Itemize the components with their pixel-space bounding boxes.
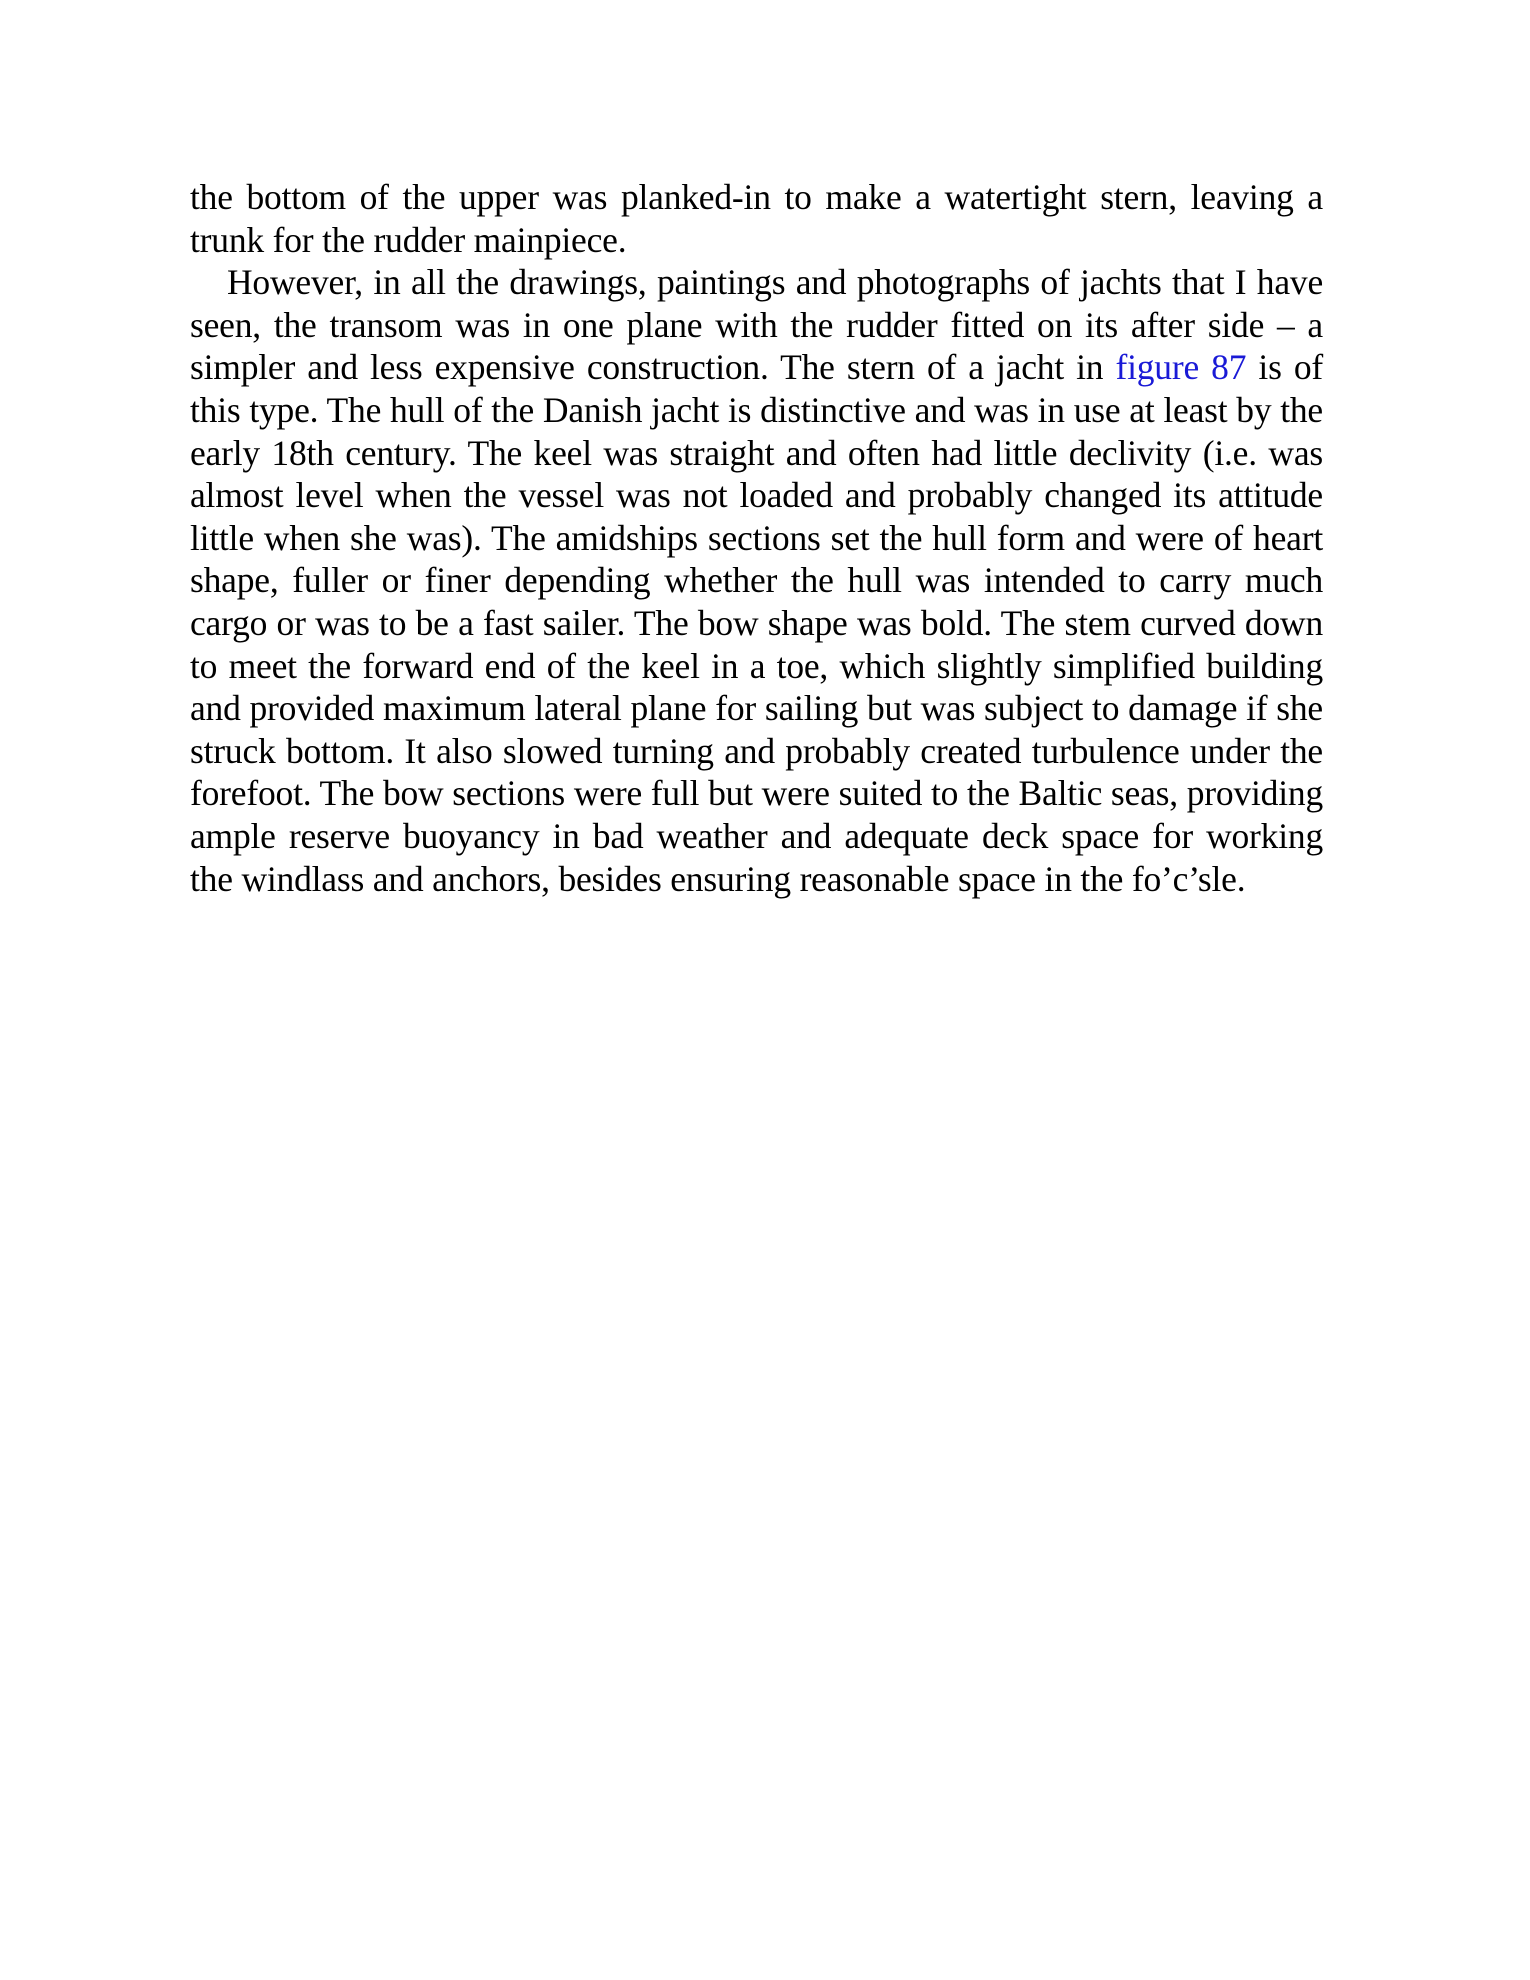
document-page [190, 176, 1323, 900]
paragraph-danish-jacht [190, 261, 1323, 900]
paragraph-text-before-link: However, in all the drawings, paintings and photographs of jachts that I have seen, the transom was in one plane with the rudder fitted on its after side – a simpler and less expensive construction. The stern of a jacht in [190, 262, 1323, 388]
paragraph-text-after-link: is of this type. The hull of the Danish jacht is distinctive and was in use at least by the early 18th century. The keel was straight and often had little declivity (i.e. was almost level when the vessel was not loaded and probably changed its attitude little when she was). The amidships sections set the hull form and were of heart shape, fuller or finer depending whether the hull was intended to carry much cargo or was to be a fast sailer. The bow shape was bold. The stem curved down to meet the forward end of the keel in a toe, which slightly simplified building and provided maximum lateral plane for sailing but was subject to damage if she struck bottom. It also slowed turning and probably created turbulence under the forefoot. The bow sections were full but were suited to the Baltic seas, providing ample reserve buoyancy in bad weather and adequate deck space for working the windlass and anchors, besides ensuring reasonable space in the fo’c’sle. [190, 347, 1323, 899]
figure-87-link[interactable]: figure 87 [1115, 347, 1247, 388]
paragraph-continuation: the bottom of the upper was planked-in to make a watertight stern, leaving a trunk for the rudder mainpiece. [190, 177, 1323, 260]
